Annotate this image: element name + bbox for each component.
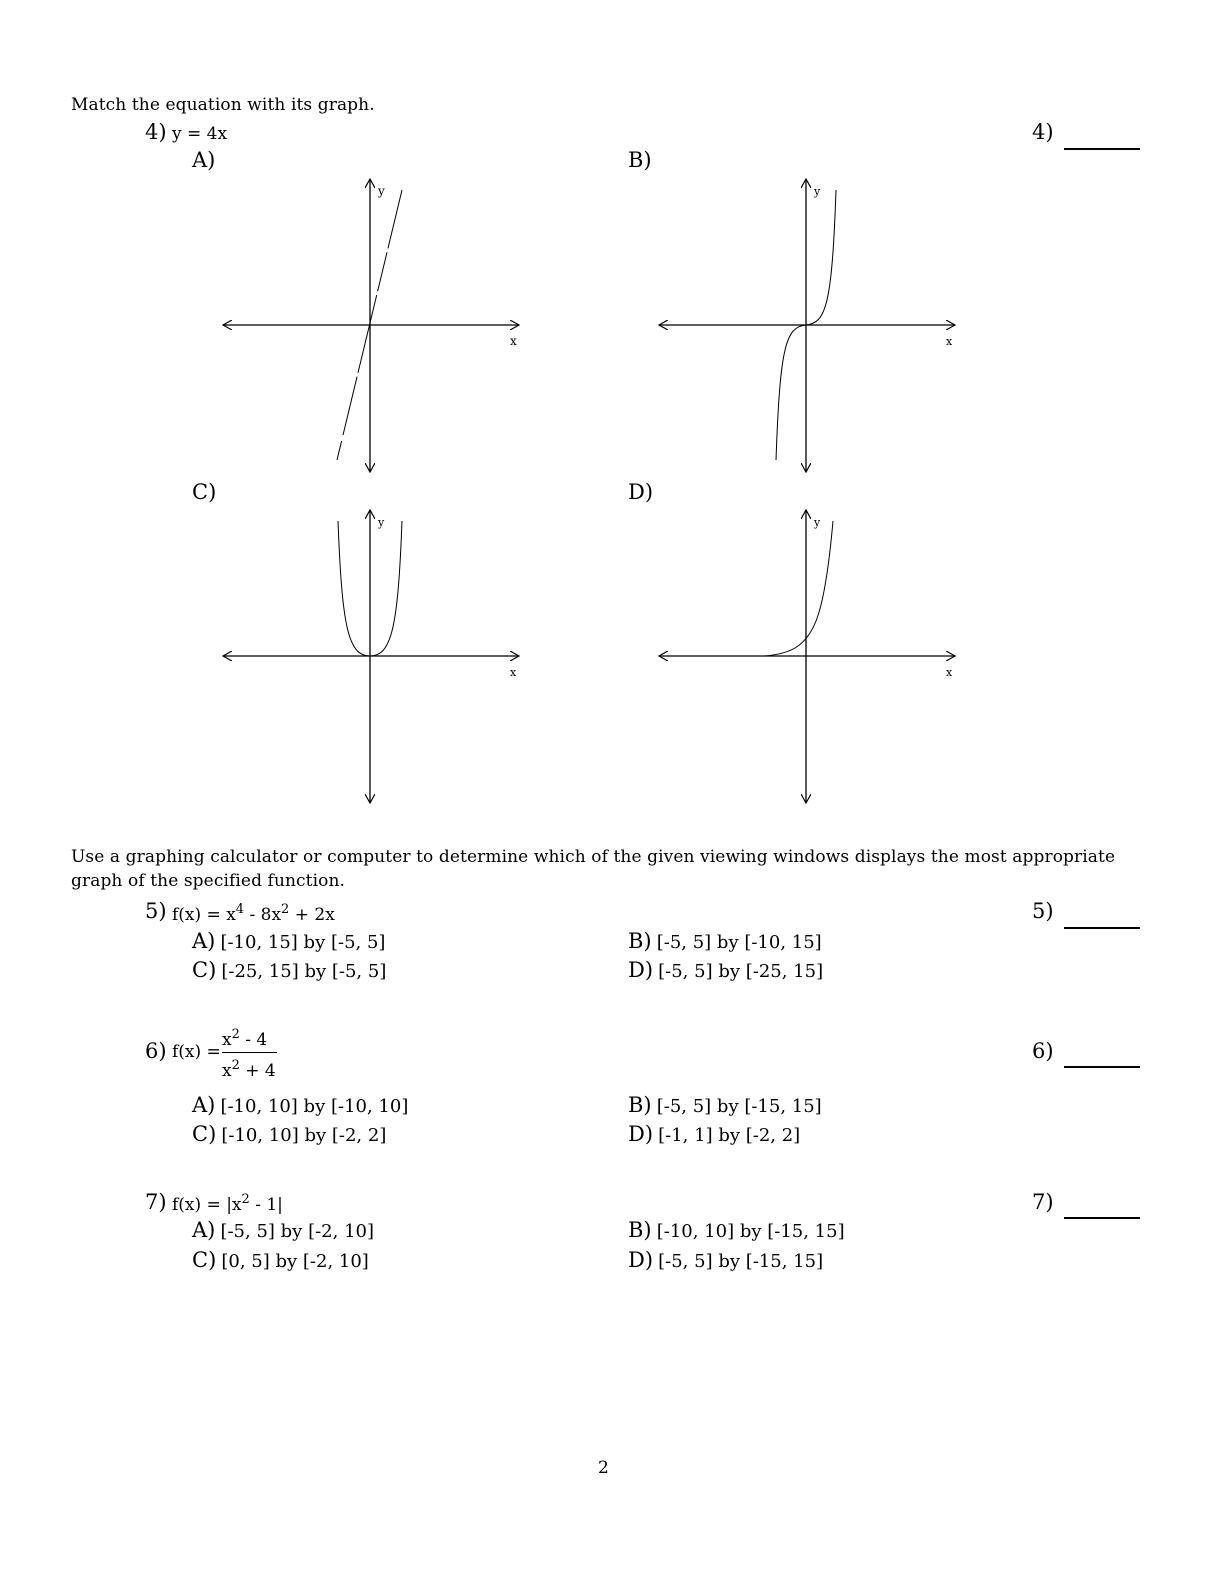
section-instruction: Match the equation with its graph.	[71, 95, 375, 115]
option-c: C) [-10, 10] by [-2, 2]	[192, 1122, 387, 1146]
fraction-numerator: $x^2 - 4$	[222, 1027, 268, 1050]
answer-label: 7)	[1032, 1190, 1054, 1214]
curve	[764, 521, 833, 656]
option-b: B) [-5, 5] by [-15, 15]	[628, 1093, 822, 1117]
question-number: 7)	[145, 1190, 167, 1214]
question-number: 5)	[145, 899, 167, 923]
x-axis-label: x	[510, 666, 517, 679]
option-b: B) [-10, 10] by [-15, 15]	[628, 1218, 845, 1242]
option-letter: C)	[192, 480, 217, 504]
answer-blank[interactable]	[1064, 148, 1140, 150]
answer-blank[interactable]	[1064, 927, 1140, 929]
equation-prefix: f(x) =	[172, 1042, 221, 1062]
answer-label: 4)	[1032, 120, 1054, 144]
graph-option-c	[220, 506, 530, 811]
graph-option-d	[656, 506, 966, 811]
option-b: B) [-5, 5] by [-10, 15]	[628, 929, 822, 953]
option-letter: B)	[628, 148, 652, 172]
y-axis-label: y	[814, 185, 821, 198]
question-equation: $f(x) = |x^2 - 1|$	[172, 1192, 283, 1215]
x-axis-label: x	[510, 334, 517, 348]
y-axis-label: y	[378, 516, 385, 529]
option-a: A) [-10, 10] by [-10, 10]	[192, 1093, 409, 1117]
question-number: 4)	[145, 120, 167, 144]
question-equation: $f(x) = x^4 - 8x^2 + 2x$	[172, 902, 335, 925]
y-axis-label: y	[378, 184, 385, 198]
x-axis-label: x	[946, 335, 953, 348]
option-a: A) [-5, 5] by [-2, 10]	[192, 1218, 374, 1242]
option-d: D) [-5, 5] by [-15, 15]	[628, 1248, 824, 1272]
answer-label: 6)	[1032, 1039, 1054, 1063]
fraction-denominator: $x^2 + 4$	[222, 1058, 276, 1081]
answer-blank[interactable]	[1064, 1066, 1140, 1068]
option-c: C) [-25, 15] by [-5, 5]	[192, 958, 387, 982]
answer-label: 5)	[1032, 899, 1054, 923]
option-d: D) [-5, 5] by [-25, 15]	[628, 958, 824, 982]
option-letter: A)	[192, 148, 216, 172]
fraction-bar	[222, 1052, 277, 1053]
x-axis-label: x	[946, 666, 953, 679]
question-number: 6)	[145, 1039, 167, 1063]
answer-blank[interactable]	[1064, 1217, 1140, 1219]
graph-option-a	[220, 175, 530, 480]
option-a: A) [-10, 15] by [-5, 5]	[192, 929, 386, 953]
option-c: C) [0, 5] by [-2, 10]	[192, 1248, 369, 1272]
graph-option-b	[656, 175, 966, 480]
page-number: 2	[598, 1458, 609, 1478]
question-equation: y = 4x	[172, 124, 228, 144]
y-axis-label: y	[814, 516, 821, 529]
option-d: D) [-1, 1] by [-2, 2]	[628, 1122, 801, 1146]
section-instruction-line1: Use a graphing calculator or computer to determine which of the given viewing windows displays the most appropriate	[71, 847, 1116, 867]
section-instruction-line2: graph of the specified function.	[71, 871, 346, 891]
option-letter: D)	[628, 480, 654, 504]
